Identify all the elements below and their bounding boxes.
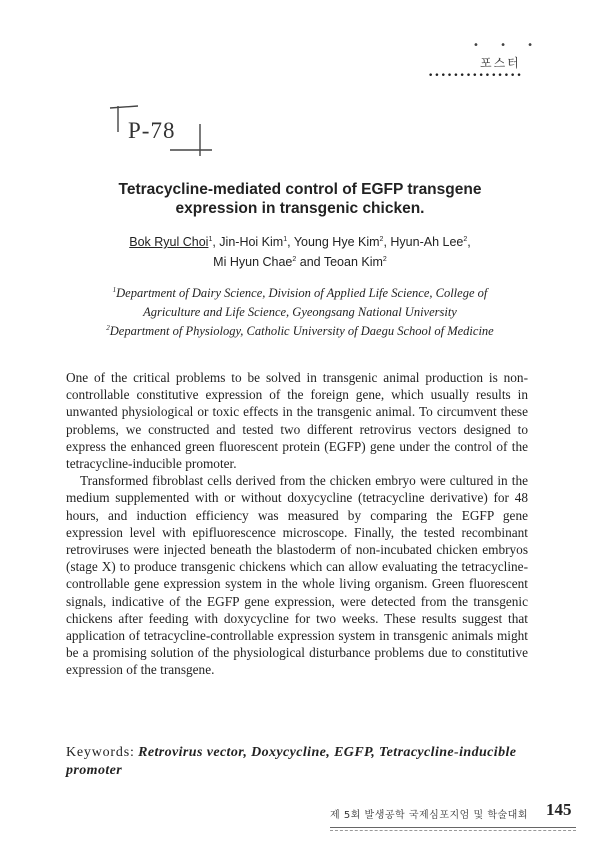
title-line: expression in transgenic chicken. [175, 200, 425, 217]
author: Mi Hyun Chae [213, 255, 293, 269]
affiliation-line: Agriculture and Life Science, Gyeongsang National University [143, 305, 457, 319]
footer-rule [330, 830, 576, 831]
affiliation-mark: 1 [283, 235, 288, 243]
affiliation-mark: 2 [292, 255, 297, 263]
author: , Hyun-Ah Lee [383, 235, 464, 249]
keywords-list: Retrovirus vector, Doxycycline, EGFP, Tetracycline-inducible promoter [66, 745, 517, 778]
affiliation-text: Department of Dairy Science, Division of Applied Life Science, College of [116, 286, 488, 300]
affiliation-mark: 2 [379, 235, 384, 243]
affiliation-line [0, 284, 600, 303]
section-label: 포스터 [480, 56, 521, 70]
affiliation-mark: 2 [463, 235, 468, 243]
affiliation-mark: 2 [382, 255, 387, 263]
author-list [0, 232, 600, 272]
author: and Teoan Kim [296, 255, 383, 269]
author-separator: , [467, 235, 471, 249]
presenting-author: Bok Ryul Choi [129, 235, 209, 249]
abstract-paragraph: One of the critical problems to be solved in transgenic animal production is non-controllable constitutive expression of the foreign gene, which usually results in unwanted physiological or toxic effects in the transgenic animal. To circumvent these problems, we constructed and tested two different retrovirus vectors designed to express the enhanced green fluorescent protein (EGFP) gene under the control of the tetracycline-inducible promoter. [66, 370, 528, 472]
affiliation-line [0, 322, 600, 341]
paper-title [0, 180, 600, 218]
header-dot-rule: ••••••••••••••• [428, 71, 523, 81]
author-line [0, 252, 600, 272]
author: , Young Hye Kim [287, 235, 380, 249]
conference-name: 제 5회 발생공학 국제심포지엄 및 학술대회 [330, 810, 528, 821]
affiliation-mark: 1 [112, 285, 117, 294]
affiliation-text: Department of Physiology, Catholic University of Daegu School of Medicine [109, 324, 494, 338]
keywords-label: Keywords: [66, 745, 135, 760]
affiliation-mark: 2 [106, 323, 110, 332]
title-line: Tetracycline-mediated control of EGFP transgene [118, 181, 482, 198]
keywords [66, 744, 536, 780]
header-dots: • • • [473, 40, 543, 51]
author-line [0, 232, 600, 252]
poster-id: P-78 [128, 118, 176, 143]
author: , Jin-Hoi Kim [212, 235, 284, 249]
page-number: 145 [546, 800, 572, 819]
footer-rule [330, 827, 576, 828]
abstract-paragraph: Transformed fibroblast cells derived from the chicken embryo were cultured in the medium supplemented with or without doxycycline (tetracycline derivative) for 48 hours, and induction efficiency was measured by comparing the EGFP gene expression level with epifluorescence microscope. Finally, the tested recombinant retroviruses were injected beneath the blastoderm of non-incubated chicken embryos (stage X) to produce transgenic chickens which can allow evaluating the tetracycline-controllable gene expression system in the whole living organism. Green fluorescent signals, indicative of the EGFP gene expression, were detected from the transgenic chickens after feeding with doxycycline for two weeks. These results suggest that application of tetracycline-controllable expression system in transgenic animals might be a promising solution of the physiological disturbance problems due to constitutive expression of the transgene. [66, 473, 528, 678]
affiliation-mark: 1 [208, 235, 213, 243]
abstract-body [66, 369, 528, 679]
affiliations [0, 284, 600, 341]
